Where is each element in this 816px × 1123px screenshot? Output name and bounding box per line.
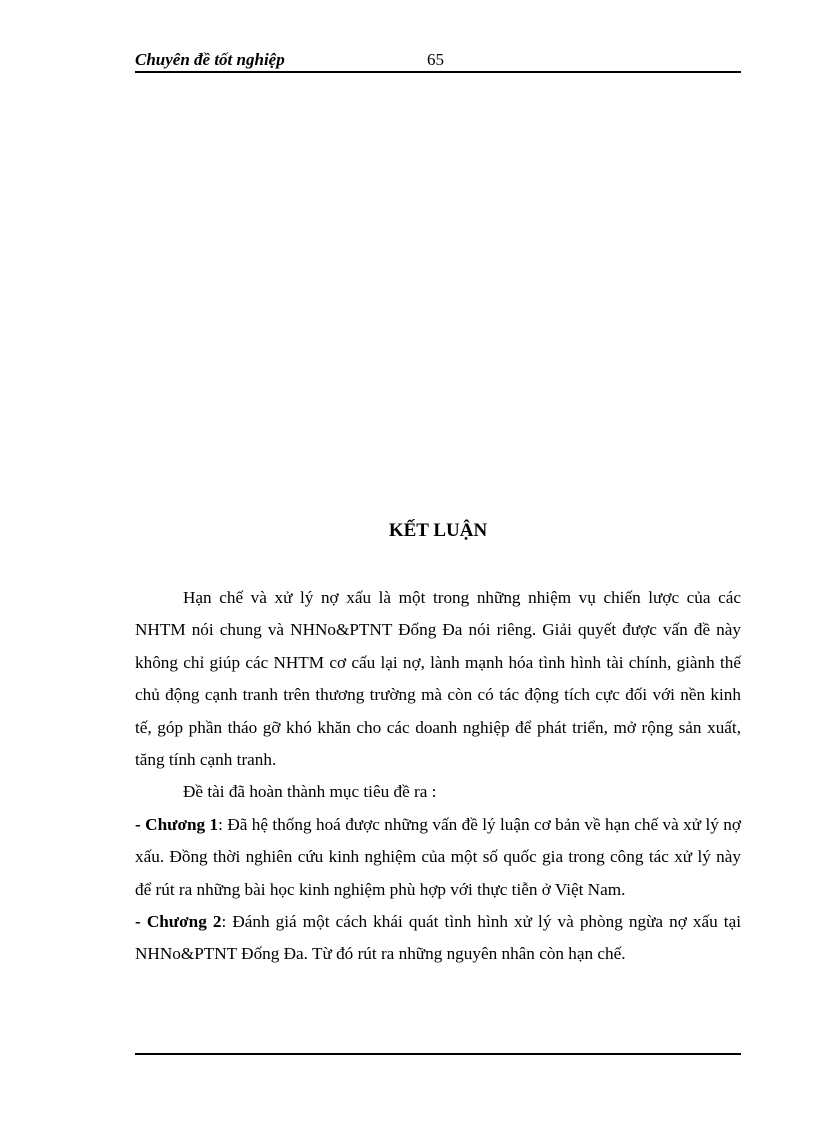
body-text xyxy=(135,582,741,971)
page-header xyxy=(135,49,741,73)
chapter-1-prefix: - xyxy=(135,814,146,834)
header-title: Chuyên đề tốt nghiệp xyxy=(135,50,285,69)
chapter-2-paragraph xyxy=(135,906,741,971)
footer-divider xyxy=(135,1053,741,1055)
intro-paragraph: Hạn chế và xử lý nợ xấu là một trong những nhiệm vụ chiến lược của các NHTM nói chung và NHNo&PTNT Đống Đa nói riêng. Giải quyết được vấn đề này không chỉ giúp các NHTM cơ cấu lại nợ, lành mạnh hóa tình hình tài chính, giành thế chủ động cạnh tranh trên thương trường mà còn có tác động tích cực đối với nền kinh tế, góp phần tháo gỡ khó khăn cho các doanh nghiệp để phát triển, mở rộng sản xuất, tăng tính cạnh tranh. xyxy=(135,588,741,770)
chapter-1-label: Chương 1 xyxy=(145,814,219,834)
chapter-2-prefix: - xyxy=(135,912,147,932)
objectives-paragraph: Đề tài đã hoàn thành mục tiêu đề ra : xyxy=(183,782,437,802)
chapter-1-paragraph xyxy=(135,809,741,906)
chapter-2-label: Chương 2 xyxy=(146,912,222,932)
page-number: 65 xyxy=(427,50,444,69)
section-heading: KẾT LUẬN xyxy=(388,520,488,541)
chapter-2-text: : Đánh giá một cách khái quát tình hình xử lý và phòng ngừa nợ xấu tại NHNo&PTNT Đống Đa. Từ đó rút ra những nguyên nhân còn hạn chế. xyxy=(135,912,741,964)
chapter-1-text: : Đã hệ thống hoá được những vấn đề lý luận cơ bản về hạn chế và xử lý nợ xấu. Đồng thời nghiên cứu kinh nghiệm của một số quốc gia trong công tác xử lý này để rút ra những bài học kinh nghiệm phù hợp với thực tiễn ở Việt Nam. xyxy=(135,814,741,899)
